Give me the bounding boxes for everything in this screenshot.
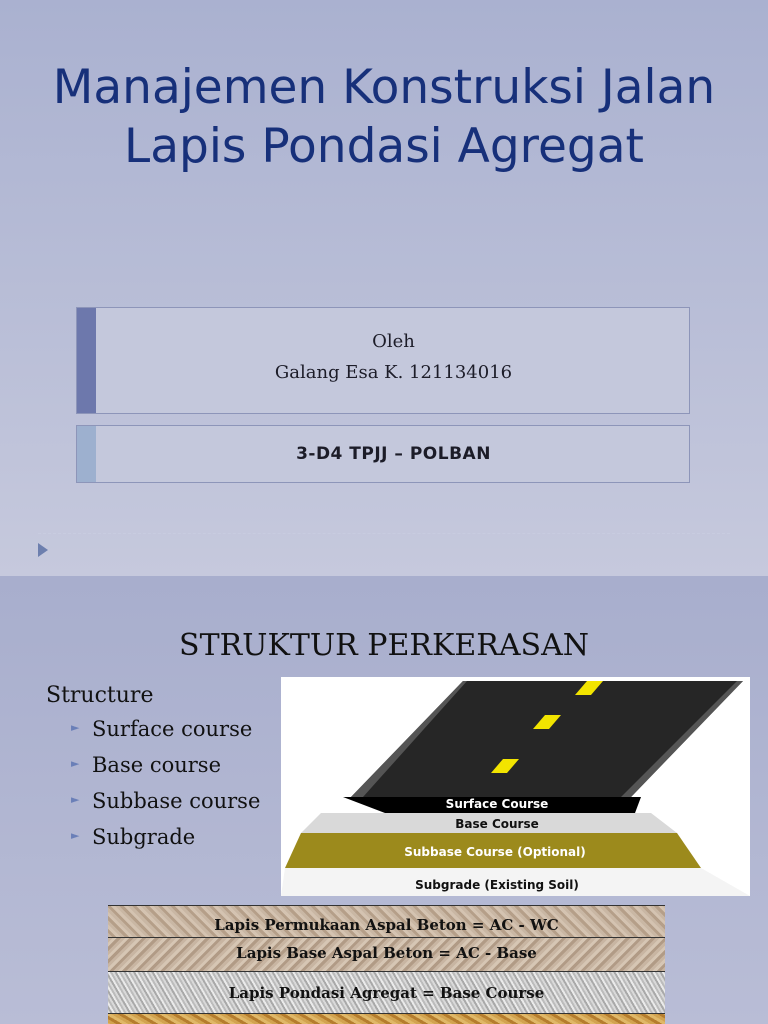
content-slide — [0, 576, 768, 1024]
play-arrow-icon[interactable] — [38, 543, 48, 557]
layer-surface: Lapis Permukaan Aspal Beton = AC - WC — [108, 905, 665, 937]
subgrade-label: Subgrade (Existing Soil) — [415, 878, 579, 892]
bullet-icon: ► — [71, 793, 80, 806]
program-box — [76, 425, 690, 483]
author-box — [76, 307, 690, 414]
title-line-2: Lapis Pondasi Agregat — [124, 119, 644, 174]
layer-subbase — [108, 1013, 665, 1024]
list-item: ► Surface course — [71, 717, 253, 741]
author-label: Oleh — [372, 331, 415, 352]
bullet-icon: ► — [71, 757, 80, 770]
surface-course-label: Surface Course — [445, 797, 549, 811]
list-item: ► Base course — [71, 753, 222, 777]
list-heading: Structure — [46, 683, 154, 708]
layer-table — [108, 905, 665, 1024]
pavement-diagram — [281, 677, 750, 896]
list-item: ► Subgrade — [71, 825, 196, 849]
list-item: ► Subbase course — [71, 789, 261, 813]
author-name: Galang Esa K. 121134016 — [274, 362, 513, 383]
title-line-1: Manajemen Konstruksi Jalan — [52, 60, 716, 115]
slide-title — [0, 58, 768, 176]
layer-aggregate: Lapis Pondasi Agregat = Base Course — [108, 971, 665, 1013]
divider — [38, 533, 730, 534]
bullet-icon: ► — [71, 721, 80, 734]
author-box-accent — [77, 308, 96, 413]
slide-heading: STRUKTUR PERKERASAN — [179, 628, 589, 663]
bullet-icon: ► — [71, 829, 80, 842]
layer-base: Lapis Base Aspal Beton = AC - Base — [108, 937, 665, 971]
base-course-label: Base Course — [455, 817, 539, 831]
structure-list — [46, 683, 260, 861]
program-text: 3-D4 TPJJ – POLBAN — [296, 444, 491, 464]
program-box-accent — [77, 426, 96, 482]
subbase-course-label: Subbase Course (Optional) — [404, 845, 586, 859]
